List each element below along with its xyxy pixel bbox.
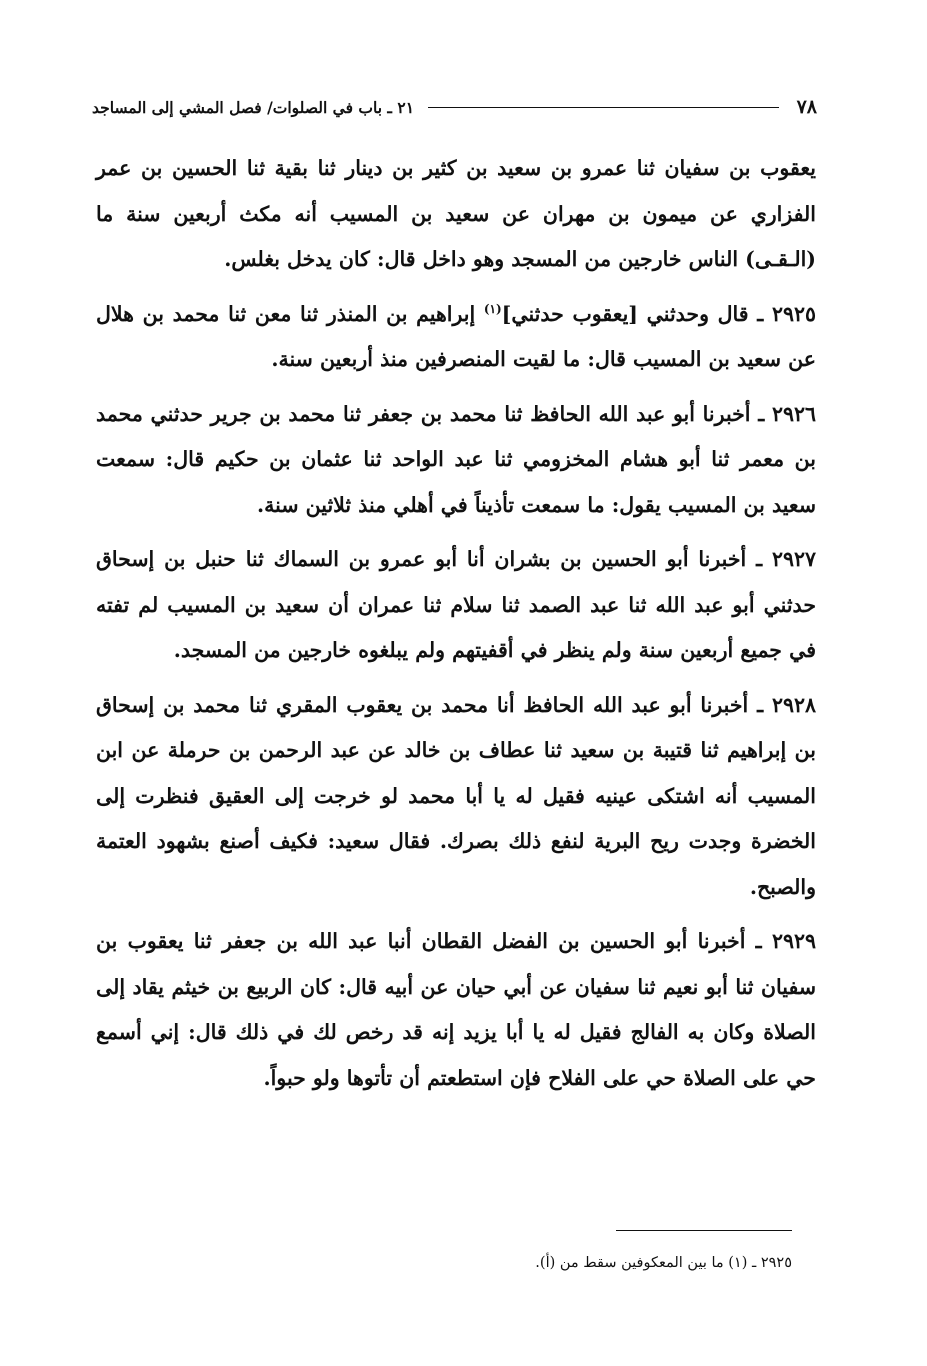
hadith-text-part1: ـ قال وحدثني [يعقوب حدثني] <box>501 301 764 326</box>
hadith-number: ٢٩٢٩ <box>771 929 816 953</box>
hadith-2926 <box>96 392 816 529</box>
hadith-2927 <box>96 537 816 674</box>
hadith-text-part2: إبراهيم بن المنذر ثنا معن ثنا محمد بن هلال عن سعيد بن المسيب قال: ما لقيت المنصرفين منذ أربعين سنة. <box>96 301 816 371</box>
hadith-number: ٢٩٢٨ <box>771 692 816 717</box>
footnote-marker: (١) <box>483 301 502 316</box>
hadith-2925 <box>96 292 816 383</box>
running-header <box>92 94 817 120</box>
hadith-number: ٢٩٢٦ <box>771 401 816 426</box>
paragraph-continuation <box>96 146 816 283</box>
header-rule <box>428 107 779 108</box>
main-text <box>96 146 816 1110</box>
hadith-text: ـ أخبرنا أبو الحسين بن بشران أنا أبو عمرو بن السماك ثنا حنبل بن إسحاق حدثني أبو عبد الله ثنا عبد الصمد ثنا سلام ثنا عمران أن سعيد بن المسيب لم تفته في جميع أربعين سنة ولم ينظر في أقفيتهم ولم يبلغوه خارجين من المسجد. <box>96 547 816 662</box>
footnote-text: ٢٩٢٥ ـ (١) ما بين المعكوفين سقط من (أ). <box>535 1255 792 1271</box>
hadith-text: ـ أخبرنا أبو الحسين بن الفضل القطان أنبا عبد الله بن جعفر ثنا يعقوب بن سفيان ثنا أبو نعيم ثنا سفيان عن أبي حيان عن أبيه قال: كان الربيع بن خيثم يقاد إلى الصلاة وكان به الفالج فقيل له يا أبا يزيد إنه قد رخص لك في ذلك قال: إني أسمع حي على الصلاة حي على الفلاح فإن استطعتم أن تأتوها ولو حبواً. <box>96 929 816 1090</box>
footnote-divider <box>616 1230 792 1231</box>
hadith-number: ٢٩٢٥ <box>771 301 816 326</box>
chapter-title: ٢١ ـ باب في الصلوات/ فصل المشي إلى المساجد <box>92 97 415 117</box>
hadith-number: ٢٩٢٧ <box>771 547 817 571</box>
hadith-text: ـ أخبرنا أبو عبد الله الحافظ أنا محمد بن يعقوب المقري ثنا محمد بن إسحاق بن إبراهيم ثنا قتيبة بن سعيد ثنا عطاف بن خالد عن عبد الرحمن بن حرملة عن ابن المسيب أنه اشتكى عينيه فقيل له يا أبا محمد لو خرجت إلى العقيق فنظرت إلى الخضرة وجدت ريح البرية لنفع ذلك بصرك. فقال سعيد: فكيف أصنع بشهود العتمة والصبح. <box>96 692 816 899</box>
hadith-2928 <box>96 683 816 911</box>
hadith-2929 <box>96 919 816 1101</box>
page-number: ٧٨ <box>796 96 817 118</box>
paragraph-text: يعقوب بن سفيان ثنا عمرو بن سعيد بن كثير بن دينار ثنا بقية ثنا الحسين بن عمر الفزاري عن ميمون بن مهران عن سعيد بن المسيب أنه مكث أربعين سنة ما (الـقـى) الناس خارجين من المسجد وهو داخل قال: كان يدخل بغلس. <box>96 156 816 271</box>
footnote <box>96 1252 792 1274</box>
hadith-text: ـ أخبرنا أبو عبد الله الحافظ ثنا محمد بن جعفر ثنا محمد بن جرير حدثني محمد بن معمر ثنا أبو هشام المخزومي ثنا عبد الواحد ثنا عثمان بن حكيم قال: سمعت سعيد بن المسيب يقول: ما سمعت تأذيناً في أهلي منذ ثلاثين سنة. <box>96 401 816 517</box>
